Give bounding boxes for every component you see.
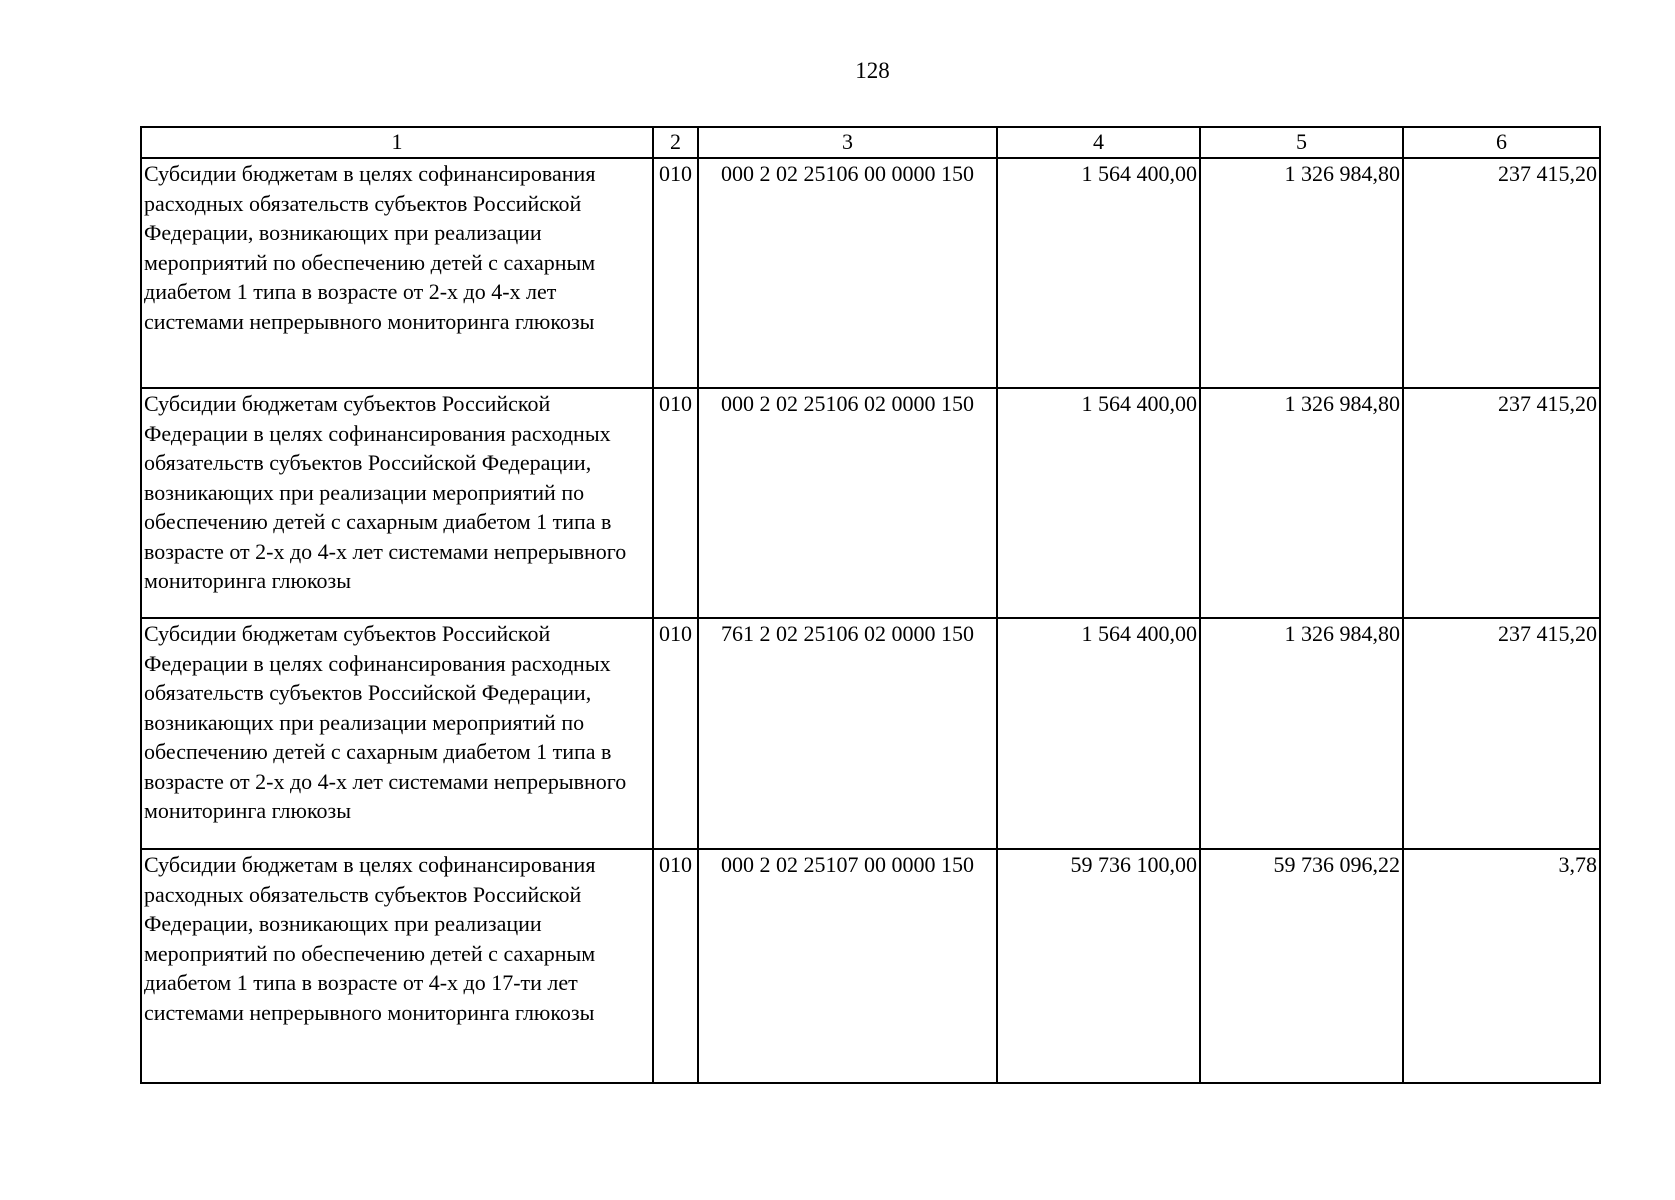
row-approved-cell: 1 564 400,00 [997,388,1200,618]
row-name-cell: Субсидии бюджетам субъектов Российской Федерации в целях софинансирования расходных обязательств субъектов Российской Федерации, возникающих при реализации мероприятий по обеспечению детей с сахарным диабетом 1 типа в возрасте от 2-х до 4-х лет системами непрерывного мониторинга глюкозы [141,388,653,618]
row-name-cell: Субсидии бюджетам в целях софинансирования расходных обязательств субъектов Российской Федерации, возникающих при реализации мероприятий по обеспечению детей с сахарным диабетом 1 типа в возрасте от 2-х до 4-х лет системами непрерывного мониторинга глюкозы [141,158,653,388]
row-approved-cell: 59 736 100,00 [997,849,1200,1083]
page-number: 128 [855,58,890,83]
row-unexecuted-cell: 237 415,20 [1403,388,1600,618]
row-executed-cell: 1 326 984,80 [1200,618,1403,849]
row-name-cell: Субсидии бюджетам субъектов Российской Федерации в целях софинансирования расходных обязательств субъектов Российской Федерации, возникающих при реализации мероприятий по обеспечению детей с сахарным диабетом 1 типа в возрасте от 2-х до 4-х лет системами непрерывного мониторинга глюкозы [141,618,653,849]
header-row [141,127,1600,158]
row-executed-cell: 1 326 984,80 [1200,158,1403,388]
header-col-6: 6 [1403,127,1600,158]
table-row [141,158,1600,388]
row-executed-cell: 1 326 984,80 [1200,388,1403,618]
row-kbk-cell: 000 2 02 25106 02 0000 150 [698,388,997,618]
header-col-5: 5 [1200,127,1403,158]
row-name-cell: Субсидии бюджетам в целях софинансирования расходных обязательств субъектов Российской Федерации, возникающих при реализации мероприятий по обеспечению детей с сахарным диабетом 1 типа в возрасте от 4-х до 17-ти лет системами непрерывного мониторинга глюкозы [141,849,653,1083]
row-executed-cell: 59 736 096,22 [1200,849,1403,1083]
row-unexecuted-cell: 237 415,20 [1403,618,1600,849]
header-col-1: 1 [141,127,653,158]
header-col-3: 3 [698,127,997,158]
row-unexecuted-cell: 237 415,20 [1403,158,1600,388]
report-table [140,126,1601,1084]
table-row [141,849,1600,1083]
table-row [141,388,1600,618]
row-approved-cell: 1 564 400,00 [997,158,1200,388]
row-kbk-cell: 761 2 02 25106 02 0000 150 [698,618,997,849]
row-unexecuted-cell: 3,78 [1403,849,1600,1083]
row-code-cell: 010 [653,158,698,388]
row-code-cell: 010 [653,849,698,1083]
header-col-2: 2 [653,127,698,158]
table-row [141,618,1600,849]
row-code-cell: 010 [653,388,698,618]
row-approved-cell: 1 564 400,00 [997,618,1200,849]
header-col-4: 4 [997,127,1200,158]
row-kbk-cell: 000 2 02 25106 00 0000 150 [698,158,997,388]
row-kbk-cell: 000 2 02 25107 00 0000 150 [698,849,997,1083]
row-code-cell: 010 [653,618,698,849]
